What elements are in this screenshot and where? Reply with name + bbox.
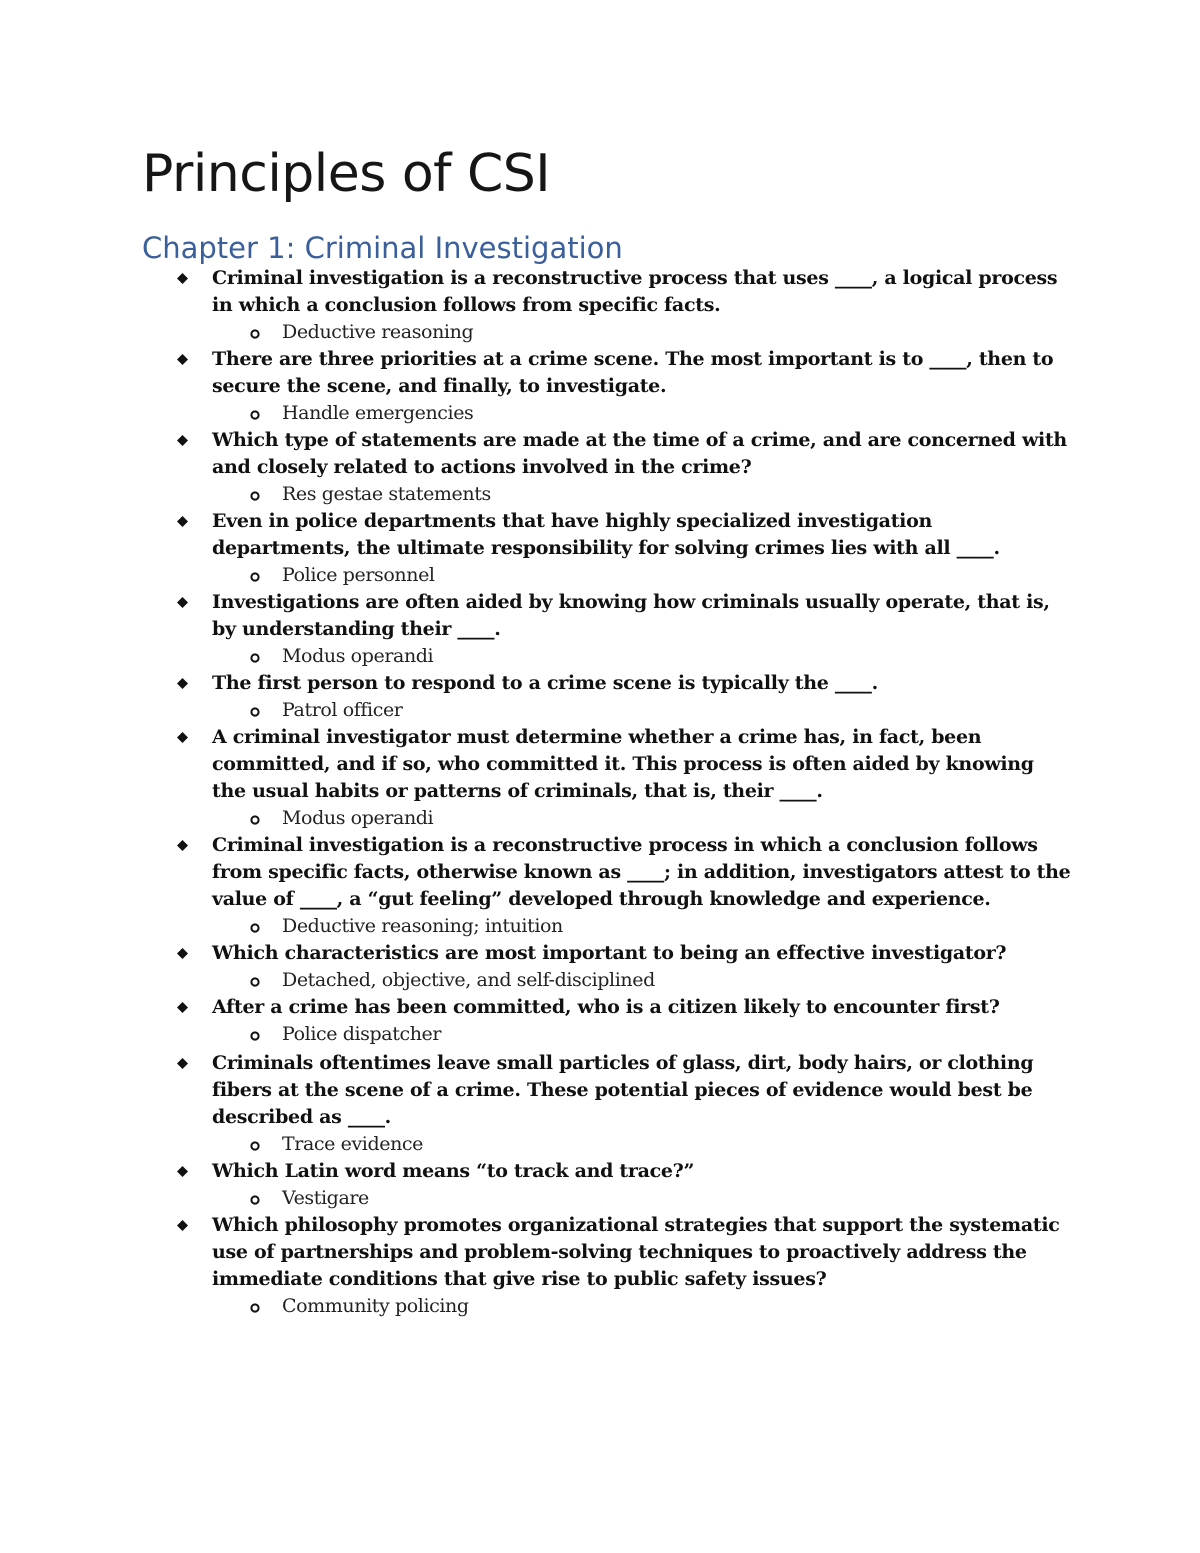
answer-text: Trace evidence — [282, 1133, 423, 1155]
list-item — [0, 265, 1200, 346]
chapter-heading: Chapter 1: Criminal Investigation — [142, 231, 623, 265]
answer-row — [0, 1021, 1200, 1048]
question-list — [0, 265, 1200, 1320]
answer-text: Res gestae statements — [282, 483, 491, 505]
answer-row — [0, 1131, 1200, 1158]
list-item — [0, 724, 1200, 832]
list-item — [0, 1050, 1200, 1158]
answer-row — [0, 805, 1200, 832]
answer-row — [0, 1185, 1200, 1212]
question-row — [0, 832, 1072, 913]
hollow-circle-bullet-icon — [250, 491, 260, 501]
hollow-circle-bullet-icon — [250, 977, 260, 987]
answer-text: Handle emergencies — [282, 402, 474, 424]
list-item — [0, 508, 1200, 589]
diamond-bullet-icon — [177, 948, 188, 959]
question-text: Even in police departments that have highly specialized investigation departments, the ultimate responsibility for solving crimes lies with all ____. — [212, 510, 1000, 559]
hollow-circle-bullet-icon — [250, 1195, 260, 1205]
answer-text: Detached, objective, and self-disciplined — [282, 969, 655, 991]
hollow-circle-bullet-icon — [250, 1141, 260, 1151]
answer-text: Deductive reasoning; intuition — [282, 915, 563, 937]
question-row — [0, 589, 1072, 643]
hollow-circle-bullet-icon — [250, 329, 260, 339]
question-row — [0, 508, 1072, 562]
hollow-circle-bullet-icon — [250, 410, 260, 420]
question-row — [0, 1158, 1072, 1185]
diamond-bullet-icon — [177, 1058, 188, 1069]
question-text: Which characteristics are most important to being an effective investigator? — [212, 942, 1007, 964]
question-row — [0, 1050, 1072, 1131]
question-row — [0, 346, 1072, 400]
diamond-bullet-icon — [177, 1002, 188, 1013]
question-text: Investigations are often aided by knowing how criminals usually operate, that is, by understanding their ____. — [212, 591, 1050, 640]
diamond-bullet-icon — [177, 732, 188, 743]
diamond-bullet-icon — [177, 273, 188, 284]
answer-text: Community policing — [282, 1295, 469, 1317]
answer-row — [0, 967, 1200, 994]
question-text: Criminals oftentimes leave small particles of glass, dirt, body hairs, or clothing fibers at the scene of a crime. These potential pieces of evidence would best be described as ____. — [212, 1052, 1034, 1128]
answer-row — [0, 697, 1200, 724]
hollow-circle-bullet-icon — [250, 572, 260, 582]
list-item — [0, 994, 1200, 1048]
question-row — [0, 940, 1072, 967]
diamond-bullet-icon — [177, 1220, 188, 1231]
answer-row — [0, 643, 1200, 670]
question-text: A criminal investigator must determine whether a crime has, in fact, been committed, and if so, who committed it. This process is often aided by knowing the usual habits or patterns of criminals, that is, their ____. — [212, 726, 1034, 802]
question-row — [0, 670, 1072, 697]
answer-row — [0, 481, 1200, 508]
hollow-circle-bullet-icon — [250, 653, 260, 663]
list-item — [0, 832, 1200, 940]
question-text: Which Latin word means “to track and trace?” — [212, 1160, 695, 1182]
question-row — [0, 724, 1072, 805]
diamond-bullet-icon — [177, 1166, 188, 1177]
diamond-bullet-icon — [177, 678, 188, 689]
answer-text: Modus operandi — [282, 807, 434, 829]
diamond-bullet-icon — [177, 840, 188, 851]
list-item — [0, 1212, 1200, 1320]
answer-row — [0, 319, 1200, 346]
answer-text: Deductive reasoning — [282, 321, 474, 343]
question-row — [0, 1212, 1072, 1293]
answer-row — [0, 1293, 1200, 1320]
answer-row — [0, 913, 1200, 940]
list-item — [0, 427, 1200, 508]
hollow-circle-bullet-icon — [250, 923, 260, 933]
question-text: Which type of statements are made at the time of a crime, and are concerned with and closely related to actions involved in the crime? — [212, 429, 1067, 478]
question-row — [0, 994, 1072, 1021]
list-item — [0, 589, 1200, 670]
list-item — [0, 940, 1200, 994]
hollow-circle-bullet-icon — [250, 815, 260, 825]
diamond-bullet-icon — [177, 354, 188, 365]
answer-text: Police personnel — [282, 564, 435, 586]
answer-row — [0, 562, 1200, 589]
hollow-circle-bullet-icon — [250, 1031, 260, 1041]
question-text: Which philosophy promotes organizational strategies that support the systematic use of partnerships and problem-solving techniques to proactively address the immediate conditions that give rise to public safety issues? — [212, 1214, 1060, 1290]
question-text: After a crime has been committed, who is a citizen likely to encounter first? — [212, 996, 1000, 1018]
answer-text: Vestigare — [282, 1187, 369, 1209]
question-row — [0, 427, 1072, 481]
list-item — [0, 346, 1200, 427]
answer-row — [0, 400, 1200, 427]
diamond-bullet-icon — [177, 516, 188, 527]
question-text: Criminal investigation is a reconstructive process that uses ____, a logical process in which a conclusion follows from specific facts. — [212, 267, 1058, 316]
question-text: The first person to respond to a crime scene is typically the ____. — [212, 672, 878, 694]
hollow-circle-bullet-icon — [250, 707, 260, 717]
question-text: There are three priorities at a crime scene. The most important is to ____, then to secure the scene, and finally, to investigate. — [212, 348, 1054, 397]
diamond-bullet-icon — [177, 597, 188, 608]
list-item — [0, 670, 1200, 724]
diamond-bullet-icon — [177, 435, 188, 446]
answer-text: Police dispatcher — [282, 1023, 442, 1045]
document-title: Principles of CSI — [142, 144, 551, 204]
list-item — [0, 1158, 1200, 1212]
answer-text: Modus operandi — [282, 645, 434, 667]
question-text: Criminal investigation is a reconstructive process in which a conclusion follows from specific facts, otherwise known as ____; in addition, investigators attest to the value of ____, a “gut feeling” developed through knowledge and experience. — [212, 834, 1071, 910]
answer-text: Patrol officer — [282, 699, 403, 721]
hollow-circle-bullet-icon — [250, 1303, 260, 1313]
question-row — [0, 265, 1072, 319]
